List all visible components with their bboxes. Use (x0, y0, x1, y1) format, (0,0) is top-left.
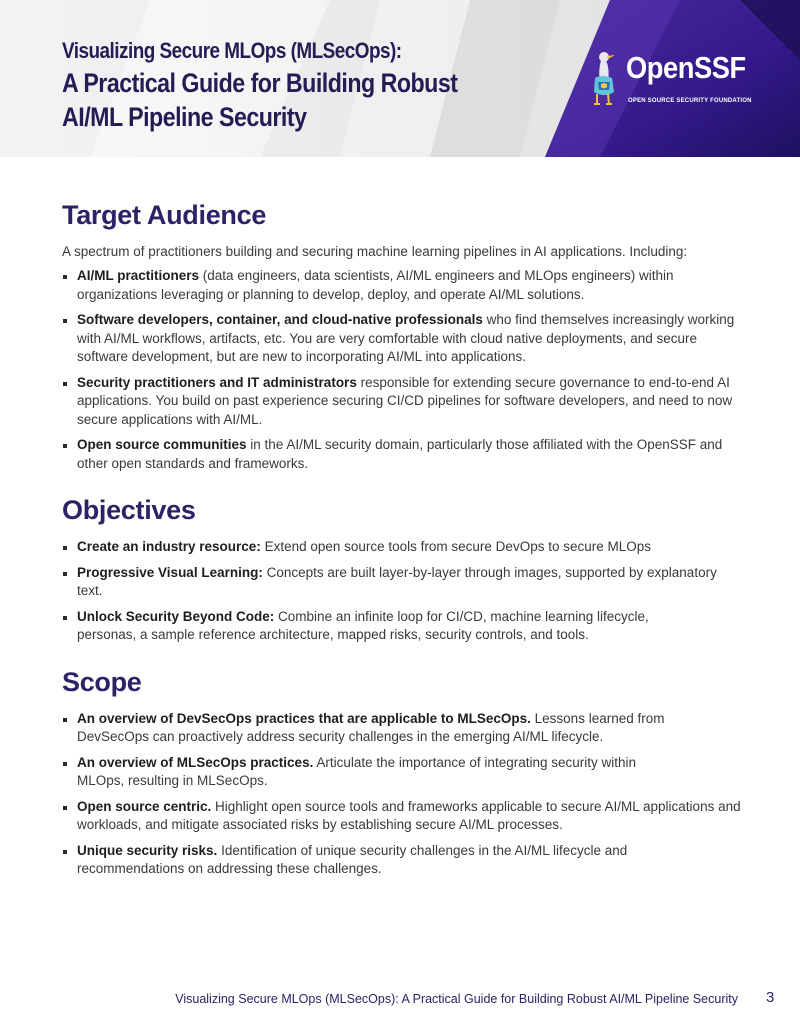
list-item-text: Highlight open source tools and frameworks applicable to secure AI/ML applications and workloads, and mitigate associated risks by establishing secure AI/ML processes. (77, 798, 741, 832)
list-item-text: Articulate the importance of integrating security within MLOps, resulting in MLSecOps. (77, 754, 637, 788)
goose-mascot-icon (588, 48, 624, 108)
objectives-heading: Objectives (62, 495, 196, 525)
list-item (62, 311, 742, 367)
list-item-text: Extend open source tools from secure DevOps to secure MLOps (260, 539, 651, 554)
list-item-bold: An overview of DevSecOps practices that are applicable to MLSecOps. (77, 710, 531, 726)
list-item-bold: Open source communities (77, 437, 247, 452)
logo-wordmark: OpenSSF (626, 50, 746, 85)
list-item-text: Lessons learned from DevSecOps can proactively address security challenges in the emerging AI/ML lifecycle. (77, 710, 665, 744)
page-content (62, 197, 742, 886)
list-item-bold: Progressive Visual Learning: (77, 564, 263, 580)
objectives-section (62, 492, 742, 645)
list-item-text: in the AI/ML security domain, particularly those affiliated with the OpenSSF and other open standards and frameworks. (77, 437, 723, 471)
target-audience-list (62, 267, 742, 473)
list-item-text: Identification of unique security challenges in the AI/ML lifecycle and recommendations on addressing these challenges. (77, 842, 628, 876)
footer-title: Visualizing Secure MLOps (MLSecOps): A Practical Guide for Building Robust AI/ML Pipeline Security (175, 992, 738, 1006)
page-header (0, 0, 800, 157)
list-item-text: (data engineers, data scientists, AI/ML engineers and MLOps engineers) within organizations leveraging or planning to develop, deploy, and operate AI/ML solutions. (77, 268, 674, 302)
logo-tagline: OPEN SOURCE SECURITY FOUNDATION (628, 98, 752, 104)
list-item (62, 710, 742, 747)
list-item-bold: Open source centric. (77, 798, 212, 814)
document-title (62, 36, 532, 134)
list-item-bold: Security practitioners and IT administrators (77, 374, 357, 390)
list-item (62, 538, 742, 557)
list-item-bold: An overview of MLSecOps practices. (77, 754, 314, 770)
page-footer (0, 990, 800, 1010)
list-item (62, 267, 742, 304)
title-line-3: AI/ML Pipeline Security (62, 102, 307, 132)
page-number: 3 (766, 989, 775, 1006)
list-item-bold: AI/ML practitioners (77, 268, 200, 283)
list-item (62, 374, 742, 430)
openssf-logo (588, 48, 768, 108)
list-item (62, 564, 742, 601)
target-audience-heading: Target Audience (62, 200, 267, 230)
list-item (62, 754, 742, 791)
list-item-bold: Create an industry resource: (77, 539, 261, 554)
list-item (62, 842, 742, 879)
scope-heading: Scope (62, 666, 142, 697)
list-item-text: Concepts are built layer-by-layer through images, supported by explanatory text. (77, 564, 717, 598)
title-line-1: Visualizing Secure MLOps (MLSecOps): (62, 38, 402, 63)
list-item (62, 798, 742, 835)
target-audience-section (62, 197, 742, 473)
list-item-text: responsible for extending secure governance to end-to-end AI applications. You build on past experience securing CI/CD pipelines for software developers, and need to now secure applications with AI/ML. (77, 374, 733, 427)
scope-section (62, 664, 742, 879)
list-item (62, 436, 742, 473)
scope-list (62, 710, 742, 879)
list-item-text: who find themselves increasingly working with AI/ML workflows, artifacts, etc. You are very comfortable with cloud native deployments, and secure software development, but are new to incorporating AI/ML into applications. (77, 312, 735, 364)
list-item (62, 608, 742, 645)
list-item-bold: Software developers, container, and cloud-native professionals (77, 312, 483, 327)
objectives-list (62, 538, 742, 645)
list-item-bold: Unlock Security Beyond Code: (77, 608, 275, 624)
list-item-text: Combine an infinite loop for CI/CD, machine learning lifecycle, personas, a sample reference architecture, mapped risks, security controls, and tools. (77, 608, 649, 642)
title-line-2: A Practical Guide for Building Robust (62, 68, 458, 98)
target-audience-intro: A spectrum of practitioners building and securing machine learning pipelines in AI applications. Including: (62, 244, 688, 259)
list-item-bold: Unique security risks. (77, 842, 218, 858)
